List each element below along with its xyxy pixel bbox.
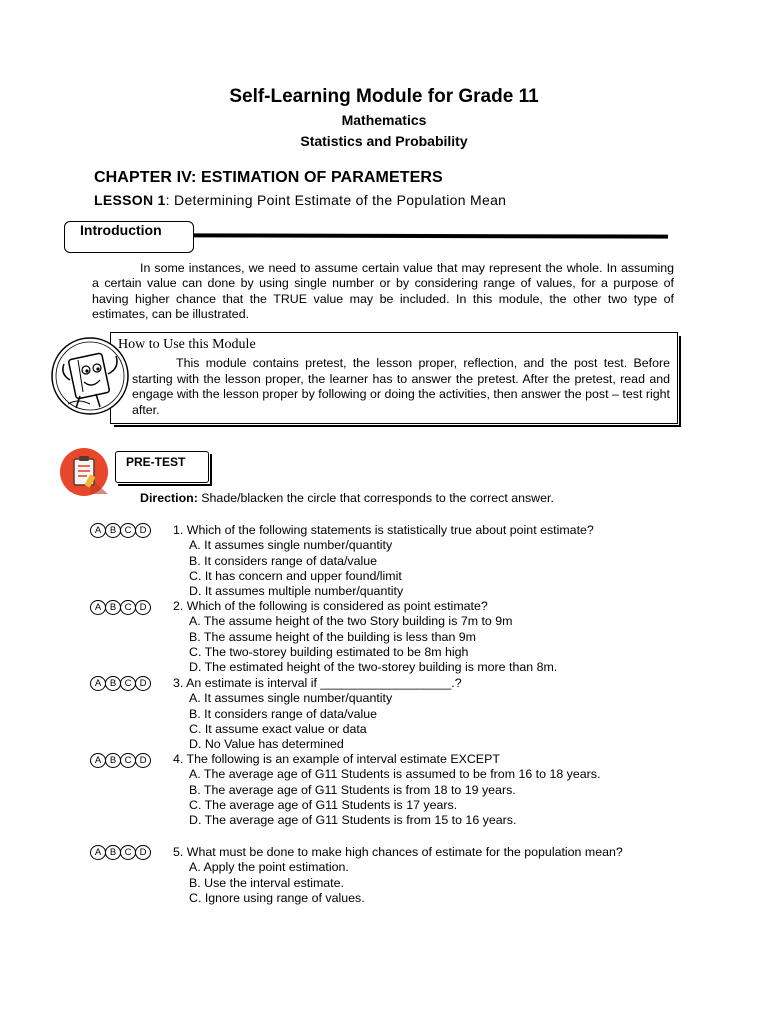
- bubble-a[interactable]: A: [90, 753, 106, 768]
- question-stem: 5. What must be done to make high chances of estimate for the population mean?: [173, 845, 623, 859]
- bubble-c[interactable]: C: [120, 523, 136, 538]
- question-1: [173, 523, 663, 599]
- bubble-a[interactable]: A: [90, 845, 106, 860]
- option-a: A. It assumes single number/quantity: [189, 691, 393, 706]
- answer-bubbles-q1[interactable]: [90, 523, 150, 538]
- option-d: D. The estimated height of the two-storey building is more than 8m.: [189, 660, 558, 675]
- bubble-d[interactable]: D: [135, 523, 151, 538]
- lesson-prefix: LESSON 1: [94, 192, 166, 208]
- option-d: D. No Value has determined: [189, 737, 344, 752]
- lesson-heading: [94, 192, 506, 208]
- bubble-c[interactable]: C: [120, 676, 136, 691]
- question-stem: 2. Which of the following is considered as point estimate?: [173, 599, 488, 613]
- bubble-b[interactable]: B: [105, 600, 121, 615]
- bubble-d[interactable]: D: [135, 676, 151, 691]
- option-b: B. It considers range of data/value: [189, 706, 378, 721]
- bubble-d[interactable]: D: [135, 845, 151, 860]
- option-c: C. The two-storey building estimated to be 8m high: [189, 644, 469, 659]
- chapter-heading: CHAPTER IV: ESTIMATION OF PARAMETERS: [94, 169, 443, 186]
- introduction-text: In some instances, we need to assume certain value that may represent the whole. In assuming a certain value can done by using single number or by considering range of values, for a purpose of having higher chance that the TRUE value may be included. In this module, the other two type of estimates, can be illustrated.: [92, 261, 674, 322]
- bubble-d[interactable]: D: [135, 753, 151, 768]
- how-to-paragraph: [132, 356, 670, 418]
- answer-bubbles-q2[interactable]: [90, 600, 150, 615]
- option-c: C. The average age of G11 Students is 17 years.: [189, 797, 458, 812]
- bubble-c[interactable]: C: [120, 753, 136, 768]
- answer-bubbles-q3[interactable]: [90, 676, 150, 691]
- direction-label: Direction:: [140, 491, 198, 505]
- bubble-b[interactable]: B: [105, 845, 121, 860]
- question-2: [173, 599, 663, 675]
- how-to-text: This module contains pretest, the lesson proper, reflection, and the post test. Before starting with the lesson proper, the learner has to answer the pretest. After the pretest, read and engage with the lesson proper by following or doing the activities, then answer the post – test right after.: [132, 356, 670, 417]
- course-title: Statistics and Probability: [300, 133, 468, 149]
- option-d: D. The average age of G11 Students is from 15 to 16 years.: [189, 813, 517, 828]
- how-to-title: How to Use this Module: [118, 337, 259, 353]
- option-a: A. It assumes single number/quantity: [189, 538, 393, 553]
- introduction-rule: [190, 233, 668, 238]
- option-c: C. It assume exact value or data: [189, 721, 367, 736]
- answer-bubbles-q4[interactable]: [90, 753, 150, 768]
- bubble-c[interactable]: C: [120, 845, 136, 860]
- question-4: [173, 752, 663, 828]
- direction-line: [140, 491, 554, 505]
- clipboard-icon: [60, 448, 108, 496]
- book-mascot-icon: [50, 334, 130, 418]
- option-b: B. The average age of G11 Students is from 18 to 19 years.: [189, 782, 516, 797]
- introduction-paragraph: [92, 261, 674, 323]
- module-title: Self-Learning Module for Grade 11: [229, 86, 539, 107]
- bubble-d[interactable]: D: [135, 600, 151, 615]
- subject-title: Mathematics: [341, 112, 427, 128]
- bubble-c[interactable]: C: [120, 600, 136, 615]
- bubble-b[interactable]: B: [105, 523, 121, 538]
- lesson-title: : Determining Point Estimate of the Population Mean: [165, 192, 507, 208]
- question-3: [173, 676, 663, 752]
- option-a: A. Apply the point estimation.: [189, 860, 349, 875]
- option-b: B. Use the interval estimate.: [189, 875, 344, 890]
- introduction-label: Introduction: [80, 222, 162, 238]
- option-c: C. It has concern and upper found/limit: [189, 568, 402, 583]
- option-c: C. Ignore using range of values.: [189, 890, 365, 905]
- answer-bubbles-q5[interactable]: [90, 845, 150, 860]
- bubble-b[interactable]: B: [105, 676, 121, 691]
- option-a: A. The assume height of the two Story building is 7m to 9m: [189, 614, 513, 629]
- bubble-a[interactable]: A: [90, 523, 106, 538]
- direction-text: Shade/blacken the circle that corresponds to the correct answer.: [197, 491, 554, 505]
- bubble-b[interactable]: B: [105, 753, 121, 768]
- option-b: B. The assume height of the building is less than 9m: [189, 629, 476, 644]
- option-a: A. The average age of G11 Students is assumed to be from 16 to 18 years.: [189, 767, 601, 782]
- question-stem: 1. Which of the following statements is statistically true about point estimate?: [173, 523, 594, 537]
- pretest-label: PRE-TEST: [126, 455, 186, 469]
- option-d: D. It assumes multiple number/quantity: [189, 584, 404, 599]
- question-stem: 4. The following is an example of interval estimate EXCEPT: [173, 752, 500, 766]
- question-stem: 3. An estimate is interval if ___________________.?: [173, 676, 462, 690]
- bubble-a[interactable]: A: [90, 676, 106, 691]
- bubble-a[interactable]: A: [90, 600, 106, 615]
- question-5: [173, 845, 663, 906]
- option-b: B. It considers range of data/value: [189, 553, 378, 568]
